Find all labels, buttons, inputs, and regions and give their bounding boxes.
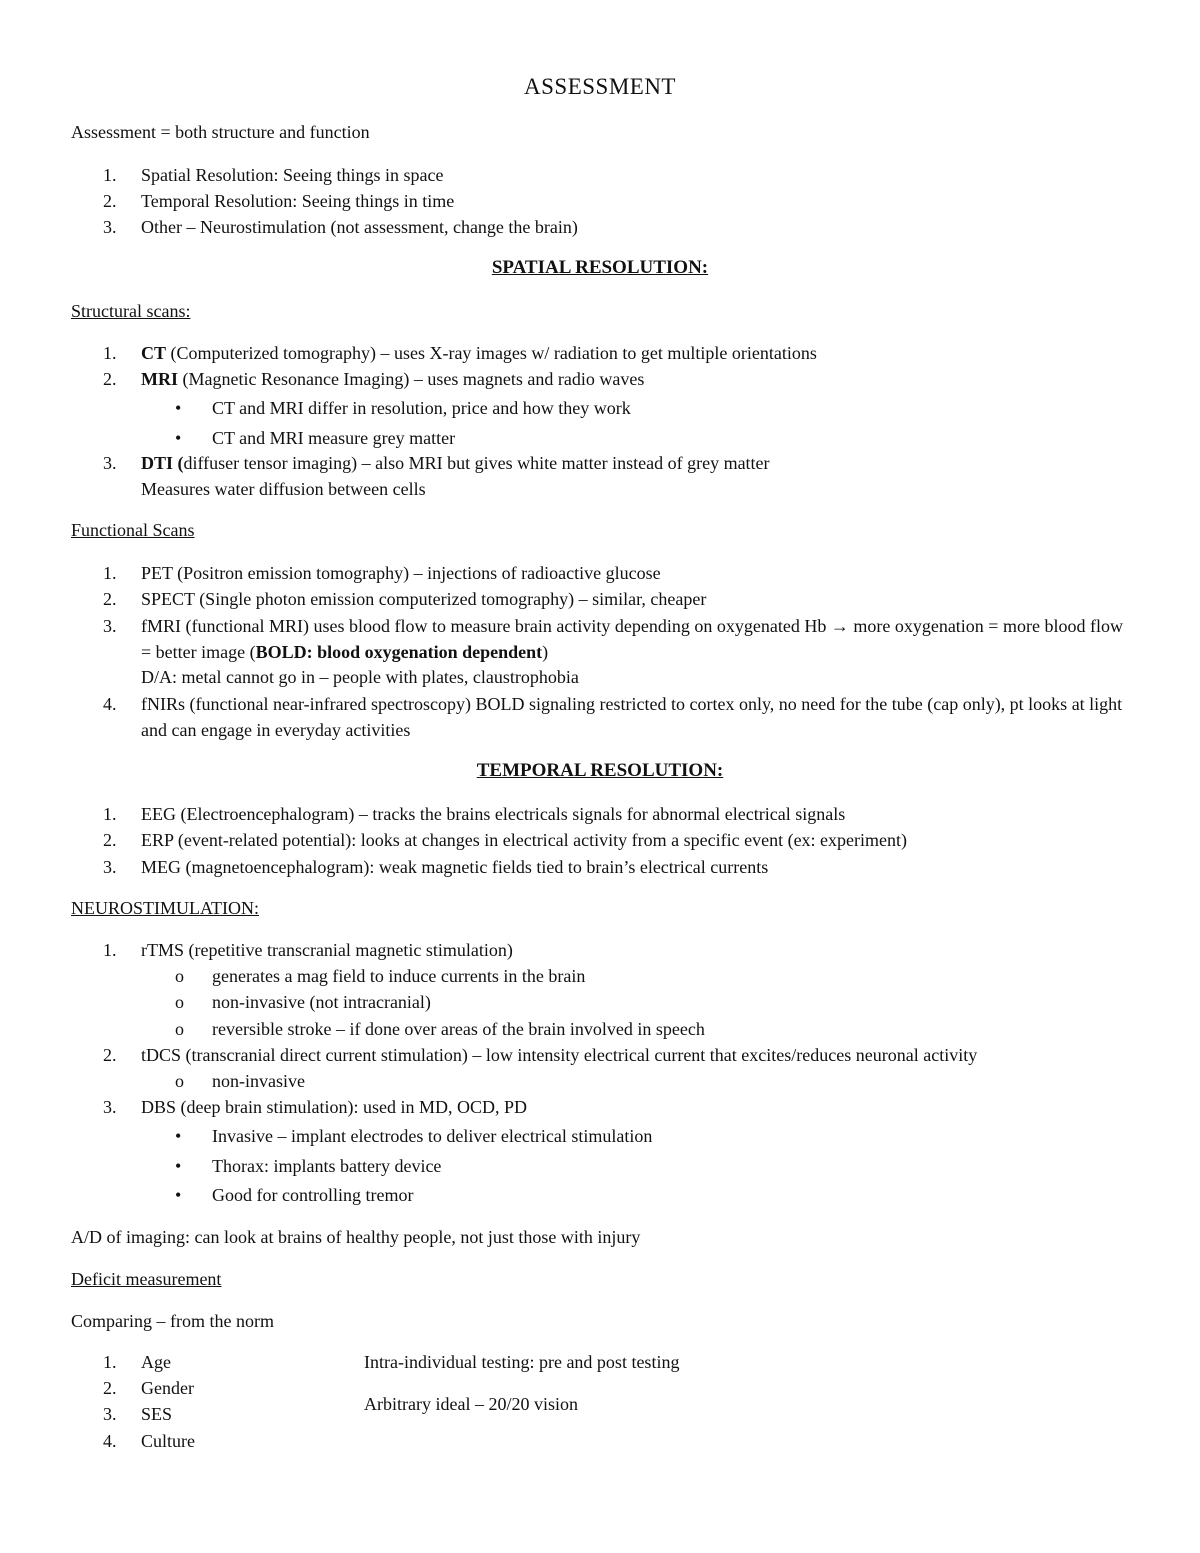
factor-item-age: Age [141, 1352, 171, 1372]
comparing-line: Comparing – from the norm [71, 1311, 274, 1331]
fmri-text-end: ) [542, 642, 549, 662]
list-number: 3. [103, 857, 117, 877]
list-number: 1. [103, 563, 117, 583]
factor-item-gender: Gender [141, 1378, 194, 1398]
fmri-text: fMRI (functional MRI) uses blood flow to measure brain activity depending on oxygenated Hb → more oxygenation = more blood flow = better image ( [141, 616, 1123, 662]
temporal-resolution-heading: TEMPORAL RESOLUTION: [476, 760, 724, 781]
list-number: 4. [103, 694, 117, 714]
list-number: 3. [103, 1097, 117, 1117]
mri-description: (Magnetic Resonance Imaging) – uses magnets and radio waves [178, 369, 645, 389]
circle-bullet-icon: o [175, 966, 184, 986]
imaging-ad-line: A/D of imaging: can look at brains of healthy people, not just those with injury [71, 1227, 641, 1247]
intra-individual-testing: Intra-individual testing: pre and post testing [364, 1352, 680, 1372]
list-number: 3. [103, 453, 117, 473]
mri-term: MRI [141, 369, 178, 389]
rtms-sub-item: non-invasive (not intracranial) [212, 992, 431, 1012]
ct-item [141, 341, 817, 365]
deficit-measurement-heading: Deficit measurement [71, 1269, 222, 1289]
dbs-bullet-item: Good for controlling tremor [212, 1185, 414, 1205]
list-number: 3. [103, 217, 117, 237]
mri-bullet-item: CT and MRI measure grey matter [212, 428, 456, 448]
dti-description: diffuser tensor imaging) – also MRI but gives white matter instead of grey matter [183, 453, 770, 473]
erp-item: ERP (event-related potential): looks at changes in electrical activity from a specific event (ex: experiment) [141, 830, 908, 850]
dti-term: DTI ( [141, 453, 184, 473]
mri-item [141, 367, 644, 391]
list-number: 1. [103, 940, 117, 960]
rtms-sub-item: reversible stroke – if done over areas of the brain involved in speech [212, 1019, 705, 1039]
list-number: 3. [103, 616, 117, 636]
overview-item-spatial: Spatial Resolution: Seeing things in space [141, 165, 444, 185]
neurostimulation-heading: NEUROSTIMULATION: [71, 898, 259, 918]
eeg-item: EEG (Electroencephalogram) – tracks the brains electricals signals for abnormal electrical signals [141, 804, 846, 824]
bullet-icon: • [175, 1185, 182, 1205]
functional-scans-label: Functional Scans [71, 520, 195, 540]
structural-scans-label: Structural scans: [71, 301, 191, 321]
ct-term: CT [141, 343, 167, 363]
fmri-item [141, 613, 1131, 665]
factor-item-culture: Culture [141, 1431, 195, 1451]
list-number: 3. [103, 1404, 117, 1424]
dti-line-2: Measures water diffusion between cells [141, 479, 426, 499]
dbs-bullet-item: Invasive – implant electrodes to deliver electrical stimulation [212, 1126, 653, 1146]
tdcs-item: tDCS (transcranial direct current stimulation) – low intensity electrical current that excites/reduces neuronal activity [141, 1045, 978, 1065]
list-number: 2. [103, 191, 117, 211]
meg-item: MEG (magnetoencephalogram): weak magnetic fields tied to brain’s electrical currents [141, 857, 769, 877]
overview-item-temporal: Temporal Resolution: Seeing things in time [141, 191, 455, 211]
dbs-bullet-item: Thorax: implants battery device [212, 1156, 442, 1176]
bullet-icon: • [175, 398, 182, 418]
bullet-icon: • [175, 1126, 182, 1146]
list-number: 2. [103, 369, 117, 389]
factor-item-ses: SES [141, 1404, 173, 1424]
intro-line: Assessment = both structure and function [71, 122, 370, 142]
arbitrary-ideal: Arbitrary ideal – 20/20 vision [364, 1394, 578, 1414]
list-number: 1. [103, 804, 117, 824]
list-number: 2. [103, 1045, 117, 1065]
list-number: 2. [103, 830, 117, 850]
mri-bullet-item: CT and MRI differ in resolution, price and how they work [212, 398, 631, 418]
dti-item [141, 451, 770, 475]
dbs-item: DBS (deep brain stimulation): used in MD, OCD, PD [141, 1097, 527, 1117]
overview-item-other: Other – Neurostimulation (not assessment, change the brain) [141, 217, 578, 237]
fmri-disadvantage: D/A: metal cannot go in – people with plates, claustrophobia [141, 667, 579, 687]
list-number: 2. [103, 1378, 117, 1398]
list-number: 1. [103, 343, 117, 363]
pet-item: PET (Positron emission tomography) – injections of radioactive glucose [141, 563, 661, 583]
list-number: 1. [103, 1352, 117, 1372]
page-title: ASSESSMENT [524, 74, 676, 99]
bullet-icon: • [175, 1156, 182, 1176]
circle-bullet-icon: o [175, 992, 184, 1012]
fnirs-item: fNIRs (functional near-infrared spectroscopy) BOLD signaling restricted to cortex only, no need for the tube (cap only), pt looks at light and can engage in everyday activities [141, 694, 1123, 740]
rtms-item: rTMS (repetitive transcranial magnetic stimulation) [141, 940, 513, 960]
spatial-resolution-heading: SPATIAL RESOLUTION: [491, 257, 709, 278]
bold-term: BOLD: blood oxygenation dependent [255, 642, 543, 662]
bullet-icon: • [175, 428, 182, 448]
ct-description: (Computerized tomography) – uses X-ray images w/ radiation to get multiple orientations [166, 343, 817, 363]
spect-item: SPECT (Single photon emission computerized tomography) – similar, cheaper [141, 589, 707, 609]
list-number: 1. [103, 165, 117, 185]
circle-bullet-icon: o [175, 1019, 184, 1039]
circle-bullet-icon: o [175, 1071, 184, 1091]
rtms-sub-item: generates a mag field to induce currents in the brain [212, 966, 586, 986]
list-number: 2. [103, 589, 117, 609]
list-number: 4. [103, 1431, 117, 1451]
tdcs-sub-item: non-invasive [212, 1071, 305, 1091]
